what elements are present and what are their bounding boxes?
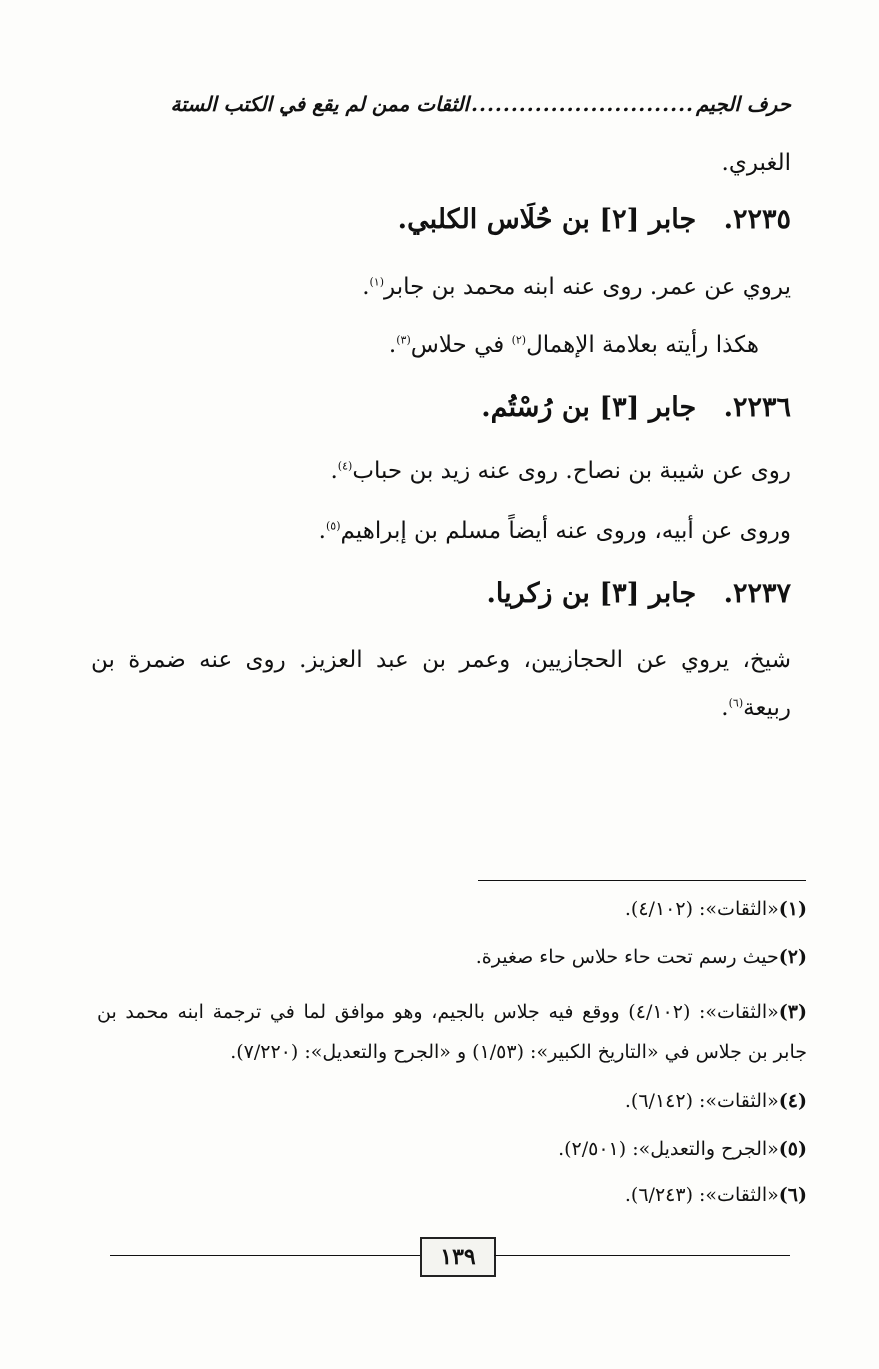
footnote-text: «الجرح والتعديل»: (٢/٥٠١). bbox=[558, 1138, 779, 1160]
footnote-ref[interactable]: (٤) bbox=[337, 459, 353, 473]
entry-number: ٢٢٣٦. bbox=[723, 392, 791, 423]
footer-rule-right bbox=[494, 1255, 790, 1256]
footnote-text: «الثقات»: (٦/١٤٢). bbox=[624, 1090, 779, 1112]
footnote-number: (٦) bbox=[778, 1184, 807, 1206]
punct: . bbox=[330, 458, 338, 484]
footnote-text: حيث رسم تحت حاء حلاس حاء صغيرة. bbox=[475, 946, 779, 968]
footnote-number: (٥) bbox=[778, 1138, 807, 1160]
continuation-line: الغبري. bbox=[721, 150, 791, 176]
punct: . bbox=[318, 518, 326, 544]
footnote-ref[interactable]: (٥) bbox=[325, 519, 341, 533]
page-number: ١٣٩ bbox=[420, 1237, 496, 1277]
text: في حلاس bbox=[410, 332, 512, 358]
footnote-3 bbox=[97, 992, 807, 1072]
footnote-number: (٢) bbox=[778, 946, 807, 968]
footnote-number: (٤) bbox=[778, 1090, 807, 1112]
text: شيخ، يروي عن الحجازيين، وعمر بن عبد العزيز. روى عنه ضمرة بن ربيعة bbox=[91, 647, 791, 721]
footnote-ref[interactable]: (٢) bbox=[511, 333, 527, 347]
punct: . bbox=[721, 695, 729, 721]
page-footer bbox=[110, 1235, 790, 1275]
header-dots: ............................ bbox=[471, 92, 694, 116]
entry-name-part2: بن زكريا. bbox=[486, 578, 590, 609]
running-header bbox=[91, 88, 791, 120]
punct: . bbox=[388, 332, 397, 358]
entry-name-part2: بن حُلَاس الكلبي. bbox=[397, 204, 590, 235]
entry-title-2237 bbox=[487, 578, 791, 609]
entry-2237-paragraph bbox=[91, 636, 791, 732]
footnote-ref[interactable]: (١) bbox=[369, 275, 385, 289]
footnote-2 bbox=[476, 946, 807, 968]
entry-number: ٢٢٣٧. bbox=[723, 578, 791, 609]
entry-2236-line-2 bbox=[319, 518, 791, 544]
entry-title-2236 bbox=[481, 392, 791, 423]
text: وروى عن أبيه، وروى عنه أيضاً مسلم بن إبراهيم bbox=[340, 518, 791, 544]
footnote-number: (١) bbox=[778, 898, 807, 920]
entry-name-part2: بن رُسْتُم. bbox=[481, 392, 590, 423]
entry-mark: [٣] bbox=[599, 392, 640, 423]
footnote-6 bbox=[625, 1184, 807, 1206]
footer-rule-left bbox=[110, 1255, 420, 1256]
text: هكذا رأيته بعلامة الإهمال bbox=[526, 332, 759, 358]
entry-mark: [٢] bbox=[599, 204, 640, 235]
footnote-4 bbox=[625, 1090, 807, 1112]
header-chapter: حرف الجيم bbox=[696, 92, 791, 116]
footnote-ref[interactable]: (٣) bbox=[396, 333, 411, 347]
footnote-5 bbox=[558, 1138, 807, 1160]
footnote-1 bbox=[625, 898, 807, 920]
footnote-ref[interactable]: (٦) bbox=[728, 696, 744, 710]
footnote-text: «الثقات»: (٤/١٠٢). bbox=[624, 898, 779, 920]
entry-name-part1: جابر bbox=[648, 578, 697, 609]
entry-2236-line-1 bbox=[330, 458, 791, 484]
header-book-title: الثقات ممن لم يقع في الكتب الستة bbox=[170, 92, 470, 116]
entry-2235-line-2 bbox=[389, 332, 759, 358]
text: روى عن شيبة بن نصاح. روى عنه زيد بن حباب bbox=[352, 458, 791, 484]
footnote-text: «الثقات»: (٦/٢٤٣). bbox=[624, 1184, 779, 1206]
footnote-text: «الثقات»: (٤/١٠٢) ووقع فيه جلاس بالجيم، وهو موافق لما في ترجمة ابنه محمد بن جابر بن جلاس في «التاريخ الكبير»: (١/٥٣) و «الجرح والتعديل»: (٧/٢٢٠). bbox=[97, 1001, 807, 1063]
entry-number: ٢٢٣٥. bbox=[723, 204, 791, 235]
entry-2235-line-1 bbox=[362, 274, 791, 300]
footnote-number: (٣) bbox=[778, 1001, 807, 1023]
entry-name-part1: جابر bbox=[648, 204, 697, 235]
footnote-divider bbox=[478, 880, 806, 881]
entry-mark: [٣] bbox=[599, 578, 640, 609]
entry-title-2235 bbox=[398, 204, 791, 235]
entry-name-part1: جابر bbox=[648, 392, 697, 423]
punct: . bbox=[362, 274, 370, 300]
text: يروي عن عمر. روى عنه ابنه محمد بن جابر bbox=[384, 274, 791, 300]
